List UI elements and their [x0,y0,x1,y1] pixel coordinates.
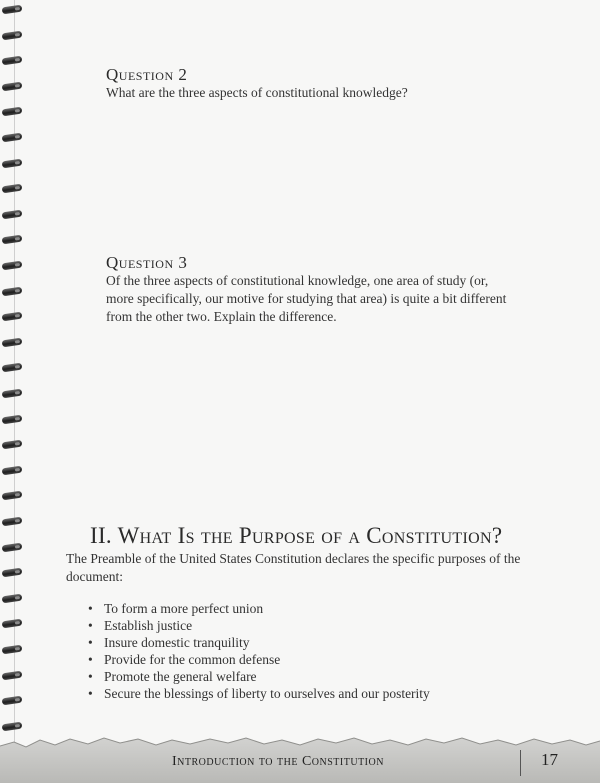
binding-coil [2,82,23,92]
section-title: II. What Is the Purpose of a Constitution? [90,523,503,548]
binding-coil [2,184,23,194]
binding-coil [2,31,23,41]
spiral-binding [0,0,26,783]
binding-coil [2,594,23,604]
binding-coil [2,440,23,450]
binding-coil [2,543,23,553]
purpose-list [66,600,576,702]
binding-coil [2,261,23,271]
binding-coil [2,338,23,348]
question-3-text-line: more specifically, our motive for studying that area) is quite a bit different [106,291,507,306]
binding-coil [2,466,23,476]
binding-coil [2,671,23,681]
purpose-text: To form a more perfect union [104,601,264,616]
binding-coil [2,517,23,527]
question-2-heading: Question 2 [106,65,188,84]
section-intro-line: The Preamble of the United States Constitution declares the specific purposes of the [66,551,521,566]
purpose-text: Insure domestic tranquility [104,635,250,650]
purpose-section [66,522,576,702]
binding-coil [2,312,23,322]
question-2-block [106,66,566,102]
binding-coil [2,722,23,732]
binding-coil [2,415,23,425]
purpose-list-item [88,651,576,668]
page-footer [0,736,600,783]
purpose-list-item [88,668,576,685]
question-3-block [106,254,566,326]
binding-coil [2,645,23,655]
purpose-text: Provide for the common defense [104,652,281,667]
binding-coil [2,5,23,15]
section-intro-line: document: [66,569,123,584]
purpose-text: Promote the general welfare [104,669,257,684]
binding-coil [2,210,23,220]
binding-coil [2,363,23,373]
question-3-text-line: from the other two. Explain the difference. [106,309,337,324]
binding-coil [2,107,23,117]
question-2-text: What are the three aspects of constitutional knowledge? [106,85,408,100]
footer-title: Introduction to the Constitution [172,754,384,769]
bullet-icon: • [88,652,93,667]
binding-coil [2,568,23,578]
binding-coil [2,133,23,143]
binding-coil [2,235,23,245]
binding-coil [2,491,23,501]
purpose-list-item [88,685,576,702]
purpose-text: Establish justice [104,618,193,633]
bullet-icon: • [88,669,93,684]
purpose-text: Secure the blessings of liberty to ourselves and our posterity [104,686,430,701]
question-3-heading: Question 3 [106,253,188,272]
binding-coil [2,696,23,706]
purpose-list-item [88,634,576,651]
binding-coil [2,619,23,629]
page-number: 17 [541,750,558,769]
purpose-list-item [88,600,576,617]
bullet-icon: • [88,686,93,701]
bullet-icon: • [88,635,93,650]
purpose-list-item [88,617,576,634]
question-3-text-line: Of the three aspects of constitutional knowledge, one area of study (or, [106,273,489,288]
binding-coil [2,389,23,399]
binding-coil [2,287,23,297]
footer-divider [520,750,521,776]
binding-coil [2,159,23,169]
bullet-icon: • [88,601,93,616]
bullet-icon: • [88,618,93,633]
binding-coil [2,56,23,66]
